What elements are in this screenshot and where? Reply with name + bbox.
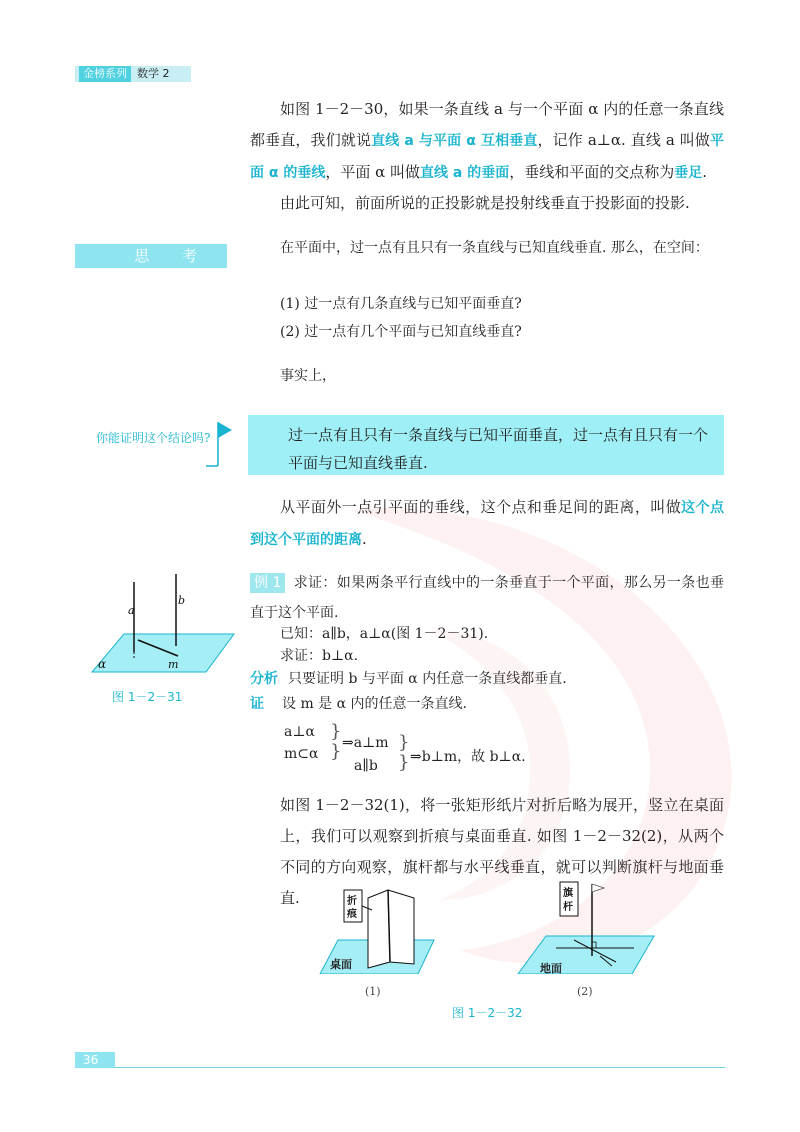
subject-label: 数学 2 bbox=[137, 67, 170, 80]
term-foot: 垂足 bbox=[674, 165, 703, 181]
think-question-intro: 在平面中，过一点有且只有一条直线与已知直线垂直. 那么，在空间： bbox=[280, 240, 709, 256]
brace-2-icon: } bbox=[330, 741, 342, 762]
series-label: 金榜系列 bbox=[79, 66, 131, 82]
label-m: m bbox=[168, 658, 179, 671]
pole-label-char-2: 杆 bbox=[563, 902, 573, 913]
desk-label: 桌面 bbox=[330, 958, 352, 971]
page-number: 36 bbox=[75, 1052, 115, 1068]
example-statement: 例 1 求证：如果两条平行直线中的一条垂直于一个平面，那么另一条也垂直于这个平面. bbox=[250, 575, 724, 621]
think-label: 思 考 bbox=[75, 244, 227, 268]
paper-left bbox=[368, 890, 390, 968]
think-question-2: (2) 过一点有几个平面与已知直线垂直? bbox=[280, 324, 522, 340]
distance-definition: 从平面外一点引平面的垂线，这个点和垂足间的距离，叫做这个点到这个平面的距离. bbox=[250, 498, 724, 548]
footer-rule bbox=[115, 1067, 725, 1068]
definition-paragraph: 如图 1－2－30，如果一条直线 a 与一个平面 α 内的任意一条直线都垂直，我们就说直线 a 与平面 α 互相垂直，记作 a⊥α. 直线 a 叫做平面 α 的垂线，平面 α 叫做直线 a 的垂面，垂线和平面的交点称为垂足. bbox=[250, 100, 724, 181]
label-a: a bbox=[128, 604, 135, 617]
crease-label-char-1: 折 bbox=[347, 896, 357, 907]
figure-1-2-32-caption: 图 1－2－32 bbox=[452, 1006, 523, 1020]
step-a-perp-m: ⇒a⊥m bbox=[342, 735, 389, 751]
term-line-plane-perpendicular: 直线 a 与平面 α 互相垂直 bbox=[371, 133, 538, 149]
step-a-perp-alpha: a⊥α bbox=[284, 724, 315, 740]
term-point-plane-distance: 这个点到这个平面的距离 bbox=[250, 500, 724, 548]
side-note: 你能证明这个结论吗? bbox=[96, 431, 211, 445]
label-b: b bbox=[178, 594, 186, 607]
example-analysis: 分析 只要证明 b 与平面 α 内任意一条直线都垂直. bbox=[250, 671, 567, 687]
ground-label: 地面 bbox=[540, 962, 562, 975]
example-given: 已知：a∥b，a⊥α(图 1－2－31). bbox=[280, 626, 489, 642]
proof-derivation bbox=[284, 721, 724, 778]
observation-paragraph: 如图 1－2－32(1)，将一张矩形纸片对折后略为展开，竖立在桌面上，我们可以观察到折痕与桌面垂直. 如图 1－2－32(2)，从两个不同的方向观察，旗杆都与水平线垂直，就可以判断旗杆与地面垂直. bbox=[280, 796, 724, 907]
figure-1-2-32-2 bbox=[516, 880, 656, 974]
crease-label-char-2: 痕 bbox=[347, 909, 357, 920]
pole-label-char-1: 旗 bbox=[563, 888, 573, 899]
step-m-in-alpha: m⊂α bbox=[284, 746, 319, 762]
paper-right bbox=[388, 890, 414, 964]
figure-1-2-32-sub2: (2) bbox=[577, 985, 593, 998]
think-question-1: (1) 过一点有几条直线与已知平面垂直? bbox=[280, 296, 522, 312]
header-badge bbox=[75, 66, 191, 82]
example-prove: 求证：b⊥α. bbox=[280, 648, 359, 664]
figure-1-2-31 bbox=[86, 570, 236, 680]
term-perpendicular-line: 平面 α 的垂线 bbox=[250, 133, 724, 181]
figure-1-2-31-caption: 图 1－2－31 bbox=[112, 690, 183, 704]
flag-icon bbox=[592, 884, 604, 892]
analysis-label: 分析 bbox=[250, 671, 278, 687]
brace-3-icon: } bbox=[398, 732, 410, 753]
plane-alpha bbox=[92, 634, 234, 672]
brace-4-icon: } bbox=[398, 752, 410, 773]
term-perpendicular-plane: 直线 a 的垂面 bbox=[420, 165, 510, 181]
theorem-box: 过一点有且只有一条直线与已知平面垂直，过一点有且只有一个平面与已知直线垂直. bbox=[248, 415, 724, 475]
step-result: ⇒b⊥m，故 b⊥α. bbox=[410, 749, 526, 765]
ground-plane bbox=[518, 936, 654, 974]
example-tag: 例 1 bbox=[250, 573, 285, 593]
example-proof: 证 设 m 是 α 内的任意一条直线. bbox=[250, 696, 467, 712]
brace-1-icon: } bbox=[330, 721, 342, 742]
side-note-pointer-icon bbox=[204, 418, 234, 470]
label-alpha: α bbox=[98, 657, 107, 671]
proof-label: 证 bbox=[250, 696, 264, 712]
projection-paragraph: 由此可知，前面所说的正投影就是投射线垂直于投影面的投影. bbox=[280, 194, 690, 212]
fact-text: 事实上， bbox=[280, 368, 336, 384]
figure-1-2-32-sub1: (1) bbox=[365, 985, 381, 998]
step-a-parallel-b: a∥b bbox=[354, 758, 378, 774]
